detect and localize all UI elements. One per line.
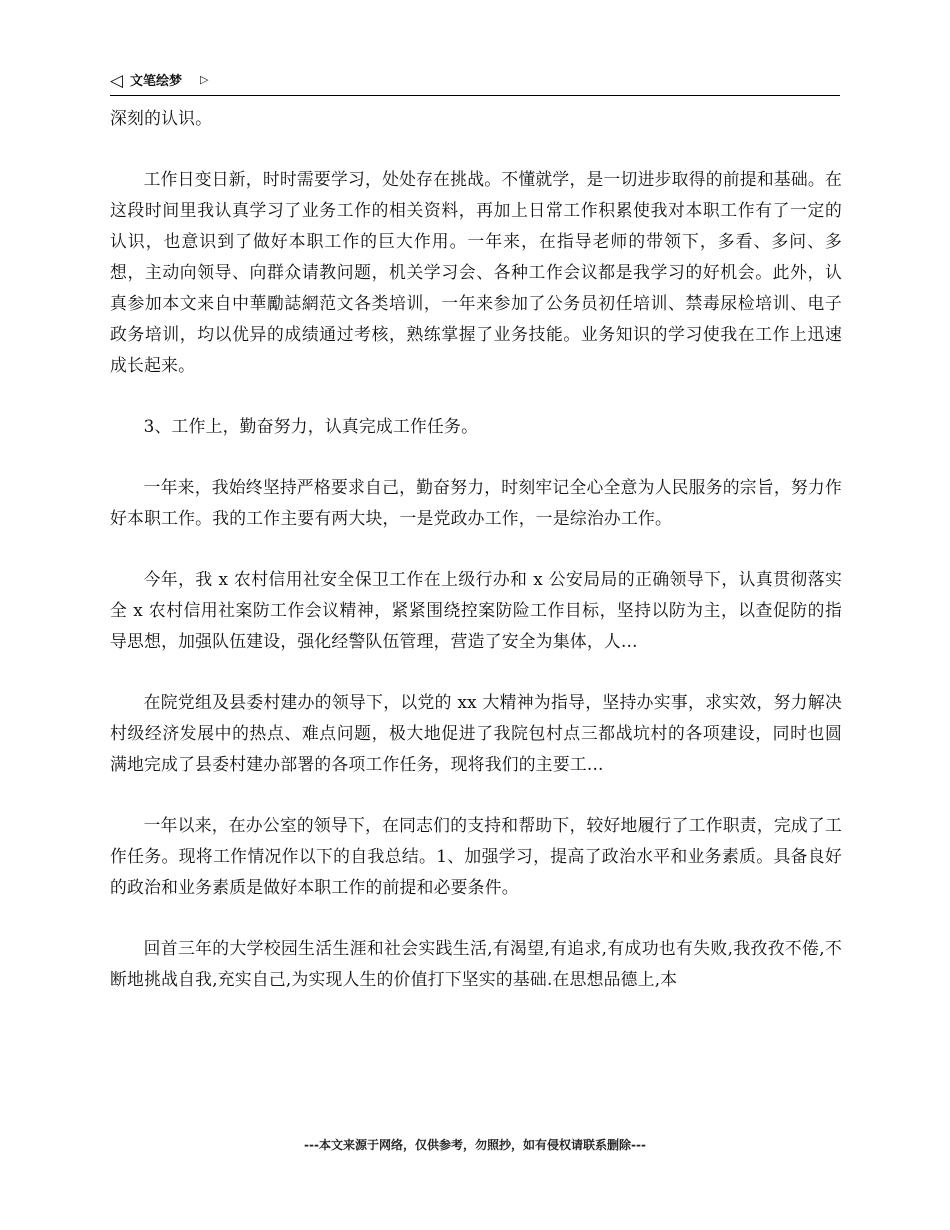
- header-title: 文笔绘梦: [130, 74, 183, 89]
- paragraph-gap: [110, 903, 842, 933]
- paragraph-3: 3、工作上，勤奋努力，认真完成工作任务。: [143, 416, 479, 436]
- paragraph-2: 工作日变日新，时时需要学习，处处存在挑战。不懂就学，是一切进步取得的前提和基础。在这段时间里我认真学习了业务工作的相关资料，再加上日常工作积累使我对本职工作有了一定的认识，也意识到了做好本职工作的巨大作用。一年来，在指导老师的带领下，多看、多问、多想，主动向领导、向群众请教问题，机关学习会、各种工作会议都是我学习的好机会。此外，认真参加本文来自中華勵誌網范文各类培训，一年来参加了公务员初任培训、禁毒尿检培训、电子政务培训，均以优异的成绩通过考核，熟练掌握了业务技能。业务知识的学习使我在工作上迅速成长起来。: [110, 169, 842, 375]
- triangle-right-icon: ▷: [200, 73, 209, 86]
- paragraph-5: 今年，我 x 农村信用社安全保卫工作在上级行办和 x 公安局局的正确领导下，认真贯彻落实全 x 农村信用社案防工作会议精神，紧紧围绕控案防险工作目标，坚持以防为主，以查促防的指导思想，加强队伍建设，强化经警队伍管理，营造了安全为集体，人...: [110, 569, 842, 651]
- paragraph-gap: [110, 657, 842, 687]
- paragraph-7: 一年以来，在办公室的领导下，在同志们的支持和帮助下，较好地履行了工作职责，完成了工作任务。现将工作情况作以下的自我总结。1、加强学习，提高了政治水平和业务素质。具备良好的政治和业务素质是做好本职工作的前提和必要条件。: [110, 815, 842, 897]
- paragraph-gap: [110, 780, 842, 810]
- paragraph-8: 回首三年的大学校园生活生涯和社会实践生活,有渴望,有追求,有成功也有失败,我孜孜不倦,不断地挑战自我,充实自己,为实现人生的价值打下坚实的基础.在思想品德上,本: [110, 938, 842, 989]
- triangle-left-icon: ◁: [110, 71, 124, 91]
- paragraph-gap: [110, 381, 842, 411]
- page-header: [110, 68, 840, 96]
- paragraph-gap: [110, 442, 842, 472]
- document-body: [110, 103, 842, 995]
- paragraph-gap: [110, 134, 842, 164]
- paragraph-4: 一年来，我始终坚持严格要求自己，勤奋努力，时刻牢记全心全意为人民服务的宗旨，努力作好本职工作。我的工作主要有两大块，一是党政办工作，一是综治办工作。: [110, 477, 842, 528]
- paragraph-6: 在院党组及县委村建办的领导下，以党的 xx 大精神为指导，坚持办实事，求实效，努力解决村级经济发展中的热点、难点问题，极大地促进了我院包村点三都战坑村的各项建设，同时也圆满地完成了县委村建办部署的各项工作任务，现将我们的主要工...: [110, 692, 842, 774]
- disclaimer-footer: ---本文来源于网络，仅供参考，勿照抄，如有侵权请联系删除---: [304, 1138, 646, 1152]
- paragraph-gap: [110, 534, 842, 564]
- paragraph-1: 深刻的认识。: [110, 108, 213, 128]
